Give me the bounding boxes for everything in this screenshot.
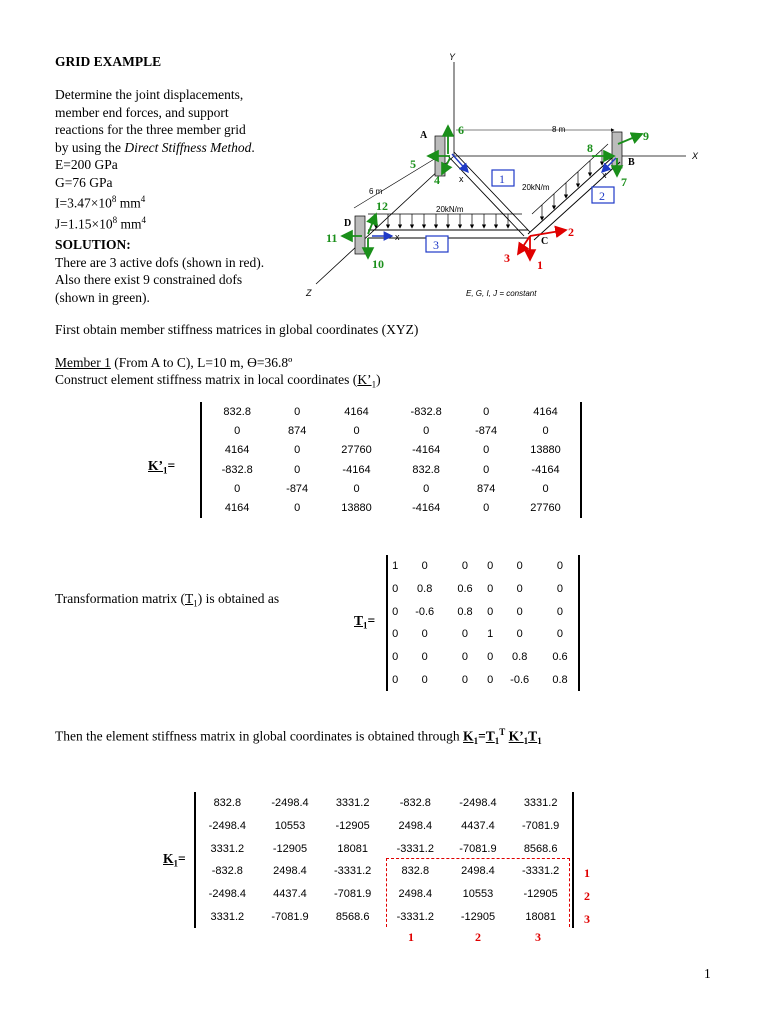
dof-3-arrow [518,236,530,254]
matrix-cell: 13880 [341,502,372,515]
matrix-row [196,792,572,815]
dimension-6m: 6 m [369,187,383,196]
matrix-cell: 0 [483,502,490,515]
matrix-cell: 0 [487,650,494,663]
matrix-cell: 0 [461,650,469,663]
solution-heading: SOLUTION: [55,237,131,252]
matrix-cell: 0 [421,673,428,686]
modulus-g: G=76 GPa [55,174,113,190]
solution-line: Also there exist 9 constrained dofs [55,272,243,287]
dof-11-label: 11 [326,231,338,245]
dof-12-arrow [368,214,376,234]
matrix-row [202,479,580,498]
matrix-cell: -12905 [460,910,496,923]
matrix-cell: -3331.2 [396,910,434,923]
matrix-cell: -2498.4 [271,797,309,810]
solution-text [55,236,264,306]
matrix-cell: 4164 [224,502,250,515]
dof-7-label: 7 [621,175,627,189]
matrix-cell: 0.6 [552,650,568,663]
node-d-label: D [344,218,352,229]
matrix-cell: 0 [353,482,360,495]
page-number: 1 [704,966,711,981]
row-dof-label: 3 [584,912,590,926]
x-axis-label: X [692,151,699,161]
matrix-cell: 832.8 [213,797,242,810]
matrix-cell: -4164 [531,463,560,476]
matrix-cell: 8568.6 [523,842,558,855]
matrix-cell: 0 [516,582,523,595]
col-dof-label: 2 [475,930,481,944]
matrix-cell: 2498.4 [398,887,433,900]
load-label-dc: 20kN/m [436,205,464,214]
matrix-cell: 0 [392,582,399,595]
solution-line: There are 3 active dofs (shown in red). [55,254,265,270]
matrix-cell: -832.8 [399,797,431,810]
active-dof-block [386,858,570,927]
matrix-cell: 874 [476,482,496,495]
member-3-label: 3 [433,238,439,252]
matrix-cell: -0.6 [415,605,435,618]
matrix-cell: -874 [475,424,498,437]
matrix-cell: 0 [516,560,523,573]
solution-line: (shown in green). [55,289,150,305]
matrix-cell: 18081 [525,910,556,923]
t1-matrix [386,555,580,691]
matrix-cell: 0 [542,482,549,495]
intro-text [55,86,255,233]
dimension-6m-line [354,158,436,208]
k1-global-label: $K_1=$ [163,851,186,869]
inertia-i: $I=3.47\times 10^8$ $mm^4$ [55,194,146,211]
matrix-cell: 18081 [337,842,368,855]
matrix-cell: 4164 [224,444,250,457]
matrix-cell: 0 [234,482,241,495]
matrix-row [196,837,572,860]
matrix-cell: 0 [483,405,490,418]
matrix-cell: 0 [294,405,301,418]
matrix-cell: 0 [392,673,399,686]
matrix-cell: 832.8 [412,463,440,476]
matrix-cell: 4437.4 [461,819,495,832]
matrix-cell: 0.8 [512,650,528,663]
matrix-cell: -4164 [412,502,441,515]
support-d [355,216,365,254]
matrix-cell: 0 [542,424,549,437]
matrix-cell: 0.8 [552,673,568,686]
intro-line: member end forces, and support [55,104,229,120]
row-dof-labels [584,862,590,931]
page-title: GRID EXAMPLE [55,54,162,69]
matrix-cell: 27760 [341,444,372,457]
y-axis-label: Y [449,52,456,62]
matrix-cell: -3331.2 [396,842,434,855]
matrix-cell: 0 [487,560,494,573]
matrix-row [202,402,580,421]
matrix-cell: 8568.6 [335,910,370,923]
matrix-row [388,578,578,601]
matrix-cell: 0 [556,560,564,573]
dof-3-label: 3 [504,251,510,265]
matrix-cell: 0 [421,650,428,663]
matrix-cell: 0 [294,502,301,515]
distributed-load-dc [368,214,522,228]
load-label-cb: 20kN/m [522,183,550,192]
matrix-cell: -3331.2 [333,865,372,878]
matrix-cell: -832.8 [410,405,442,418]
z-axis-label: Z [306,288,312,298]
torsion-j: $J=1.15\times 10^8$ $mm^4$ [55,215,146,232]
matrix-row [388,668,578,691]
matrix-cell: -2498.4 [208,887,246,900]
t1-label: $T_1=$ [354,613,376,631]
matrix-cell: 0 [487,673,494,686]
matrix-cell: -2498.4 [459,797,497,810]
matrix-cell: 0 [423,482,430,495]
matrix-cell: -832.8 [211,865,243,878]
dof-1-label: 1 [537,258,543,272]
matrix-cell: 0 [487,605,494,618]
row-dof-label: 2 [584,889,590,903]
members [368,152,620,240]
node-c-label: C [541,236,549,247]
matrix-cell: 0 [556,628,564,641]
row-dof-label: 1 [584,866,590,880]
matrix-cell: 0 [516,605,523,618]
intro-line: by using the Direct Stiffness Method. [55,139,255,155]
matrix-row [388,600,578,623]
matrix-cell: 0 [516,628,523,641]
matrix-cell: 1 [392,560,399,573]
member-1-heading: Member 1 (From A to C), L=10 m, ϴ=36.8º [55,355,293,370]
dimension-8m: 8 m [552,125,566,134]
matrix-cell: 3331.2 [523,797,558,810]
matrix-cell: 0.8 [417,582,433,595]
matrix-row [388,646,578,669]
matrix-cell: -12905 [335,819,370,832]
dof-12-label: 12 [376,199,388,213]
matrix-cell: 0 [556,582,564,595]
matrix-cell: 0 [461,673,469,686]
matrix-cell: 4164 [533,405,558,418]
matrix-cell: 0 [294,463,301,476]
matrix-cell: 2498.4 [398,819,433,832]
local-x-label-3: x [395,232,400,242]
matrix-cell: 1 [487,628,494,641]
matrix-cell: 0 [483,463,490,476]
matrix-row [202,460,580,479]
intro-line: Determine the joint displacements, [55,87,244,102]
matrix-cell: 27760 [530,502,561,515]
global-text: Then the element stiffness matrix in global coordinates is obtained through $K_1=T_1^T$ $K’_1T_1$ [55,727,542,747]
matrix-cell: 4437.4 [273,887,307,900]
matrix-cell: -4164 [412,444,441,457]
dof-4-label: 4 [434,173,440,187]
node-b-label: B [628,157,635,168]
matrix-cell: 0 [294,444,301,457]
modulus-e: E=200 GPa [55,157,118,172]
matrix-cell: -4164 [342,463,371,476]
k1-local-label: $K’_1=$ [148,458,176,476]
figure-caption: E, G, I, J = constant [466,289,537,298]
col-dof-label: 1 [408,930,414,944]
col-dof-label: 3 [535,930,541,944]
matrix-cell: 0.6 [457,582,473,595]
matrix-cell: -12905 [272,842,308,855]
k1-local-matrix [200,402,582,518]
first-obtain-text: First obtain member stiffness matrices in global coordinates (XYZ) [55,322,419,337]
matrix-cell: 0 [421,560,428,573]
matrix-cell: 0 [421,628,428,641]
member-1-label: 1 [499,172,505,186]
dof-9-label: 9 [643,129,649,143]
matrix-cell: -12905 [523,887,558,900]
matrix-cell: 0 [556,605,564,618]
matrix-cell: 3331.2 [210,910,245,923]
dof-10-label: 10 [372,257,384,271]
matrix-cell: 10553 [274,819,306,832]
matrix-cell: 4164 [344,405,369,418]
matrix-cell: -3331.2 [521,865,560,878]
dof-6-label: 6 [458,123,464,137]
matrix-cell: 10553 [462,887,494,900]
matrix-cell: 0 [461,560,469,573]
matrix-cell: -7081.9 [459,842,497,855]
matrix-cell: 3331.2 [335,797,370,810]
matrix-row [196,815,572,838]
matrix-cell: 0 [392,628,399,641]
matrix-row [388,555,578,578]
matrix-cell: 3331.2 [210,842,245,855]
matrix-cell: 2498.4 [461,865,495,878]
matrix-row [202,441,580,460]
matrix-cell: 0 [483,444,490,457]
matrix-cell: 0 [353,424,360,437]
matrix-cell: -7081.9 [521,819,560,832]
matrix-cell: 0 [392,650,399,663]
dof-8-label: 8 [587,141,593,155]
dof-2-label: 2 [568,225,574,239]
grid-figure [296,48,716,304]
matrix-row [202,421,580,440]
matrix-row [202,499,580,518]
matrix-cell: 832.8 [401,865,430,878]
dof-5-label: 5 [410,157,416,171]
matrix-cell: -7081.9 [333,887,372,900]
matrix-cell: -0.6 [510,673,530,686]
matrix-cell: 0.8 [457,605,473,618]
matrix-cell: 0 [487,582,494,595]
matrix-cell: 832.8 [223,405,251,418]
intro-line: reactions for the three member grid [55,122,246,137]
local-x-label-1: x [459,174,464,184]
matrix-cell: -874 [286,482,309,495]
matrix-row [388,623,578,646]
matrix-cell: -7081.9 [271,910,309,923]
matrix-cell: 0 [461,628,469,641]
matrix-cell: 0 [234,424,241,437]
member-2-label: 2 [599,189,605,203]
matrix-cell: 13880 [530,444,561,457]
matrix-cell: -832.8 [221,463,253,476]
transform-text: Transformation matrix $(T_1)$ is obtained as [55,591,280,609]
matrix-cell: 0 [392,605,399,618]
construct-text: Construct element stiffness matrix in local coordinates $(K’_1)$ [55,372,381,390]
local-x-label-2: x [602,170,607,180]
matrix-cell: 0 [423,424,430,437]
matrix-cell: 2498.4 [273,865,307,878]
node-a-label: A [420,130,428,141]
matrix-cell: 874 [288,424,307,437]
matrix-cell: -2498.4 [208,819,246,832]
